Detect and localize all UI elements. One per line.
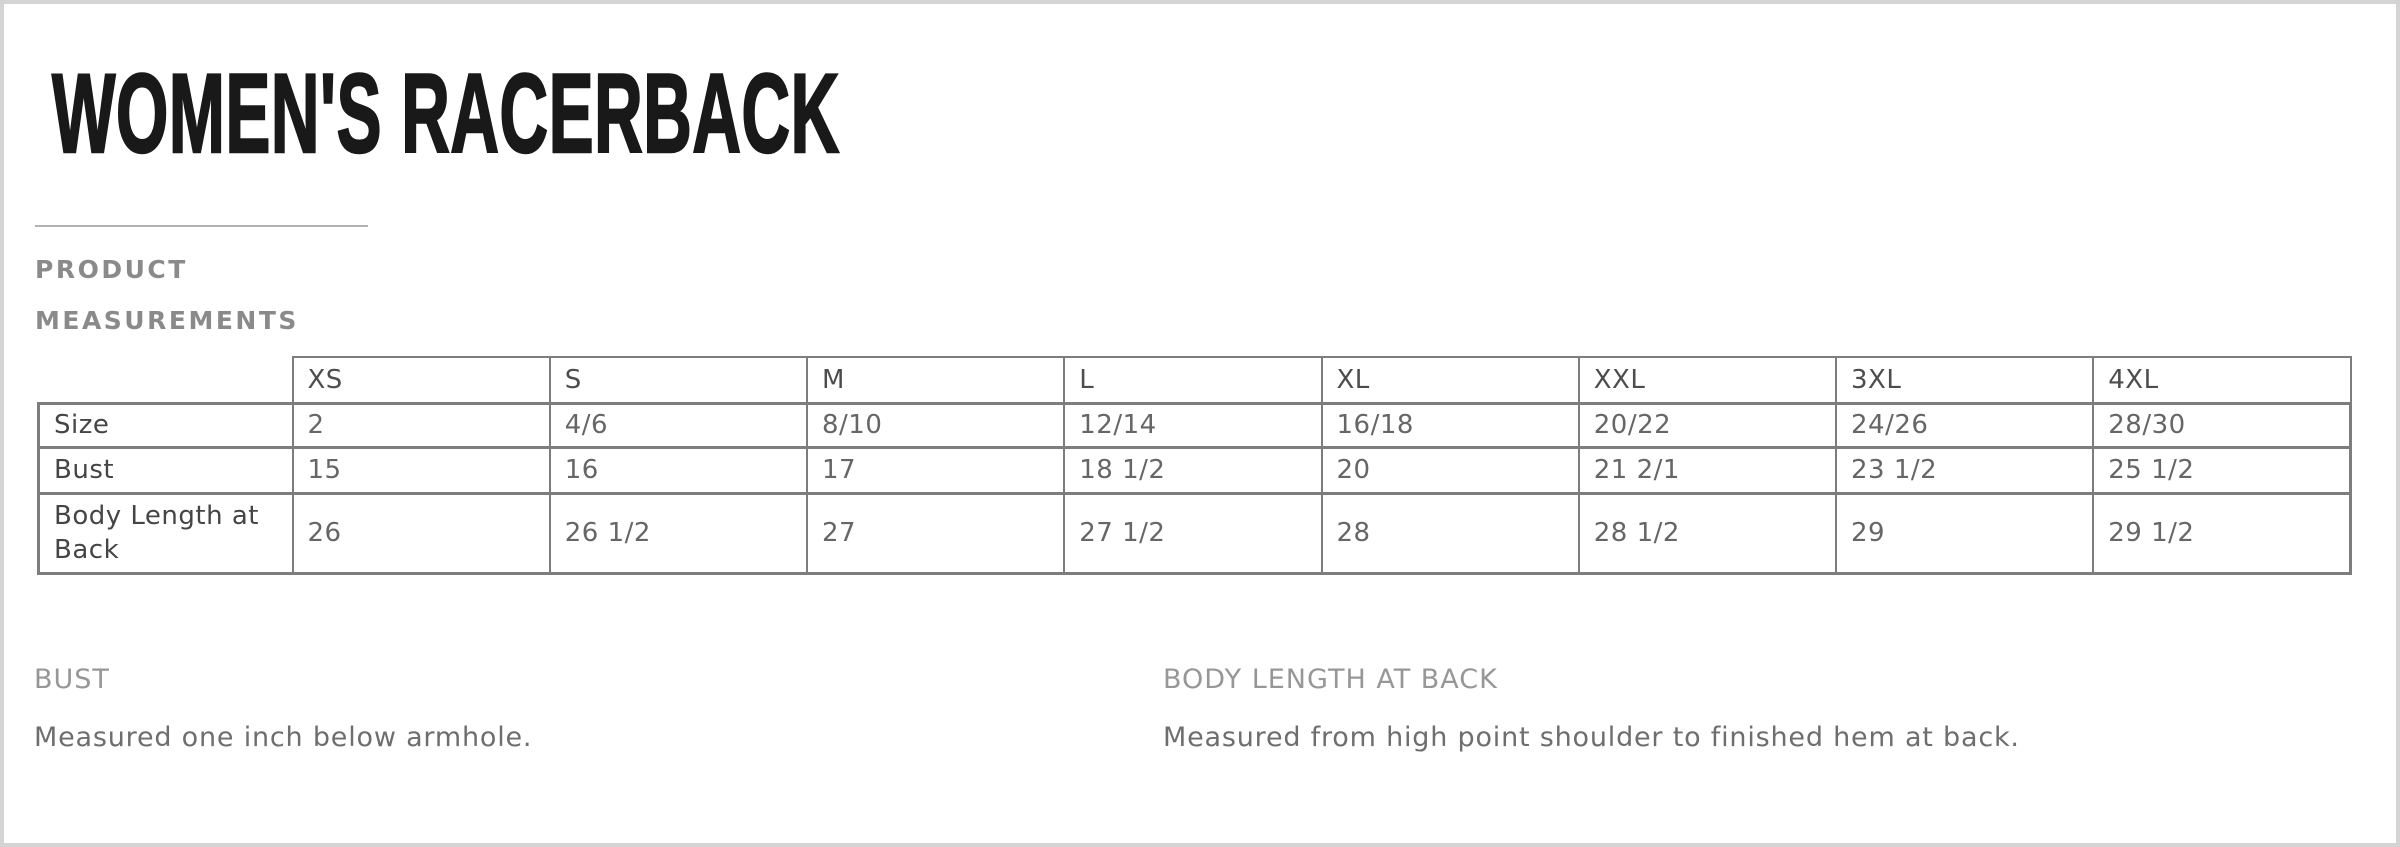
measurement-cell: 2 [293, 403, 550, 447]
measurement-cell: 21 2/1 [1579, 447, 1836, 493]
bust-note-description: Measured one inch below armhole. [34, 722, 533, 753]
size-header-row [39, 357, 2351, 403]
size-column-header: L [1064, 357, 1321, 403]
row-label: Bust [39, 447, 293, 493]
title-separator [35, 225, 368, 227]
table-row [39, 403, 2351, 447]
measurement-cell: 12/14 [1064, 403, 1321, 447]
measurements-table [37, 356, 2352, 575]
section-heading-line-1: PRODUCT [35, 255, 188, 284]
size-column-header: XS [293, 357, 550, 403]
row-label: Size [39, 403, 293, 447]
measurement-cell: 23 1/2 [1836, 447, 2093, 493]
measurement-cell: 26 [293, 493, 550, 573]
measurement-cell: 29 1/2 [2093, 493, 2350, 573]
measurement-cell: 15 [293, 447, 550, 493]
size-column-header: XXL [1579, 357, 1836, 403]
measurement-cell: 28 [1322, 493, 1579, 573]
measurement-cell: 26 1/2 [550, 493, 807, 573]
size-column-header: M [807, 357, 1064, 403]
measurement-cell: 25 1/2 [2093, 447, 2350, 493]
table-row [39, 493, 2351, 573]
section-heading-line-2: MEASUREMENTS [35, 306, 299, 335]
size-column-header: 3XL [1836, 357, 2093, 403]
measurement-cell: 27 1/2 [1064, 493, 1321, 573]
measurement-cell: 29 [1836, 493, 2093, 573]
body-length-note [1163, 664, 2020, 755]
size-column-header: S [550, 357, 807, 403]
bust-note [34, 664, 532, 755]
measurement-cell: 28/30 [2093, 403, 2350, 447]
measurement-cell: 18 1/2 [1064, 447, 1321, 493]
table-row [39, 447, 2351, 493]
measurement-cell: 16/18 [1322, 403, 1579, 447]
measurement-cell: 24/26 [1836, 403, 2093, 447]
measurement-cell: 20/22 [1579, 403, 1836, 447]
page-title: WOMEN'S RACERBACK [52, 51, 840, 176]
measurement-cell: 17 [807, 447, 1064, 493]
measurement-cell: 4/6 [550, 403, 807, 447]
section-heading [35, 244, 299, 346]
bust-note-heading: BUST [34, 664, 110, 695]
body-length-note-description: Measured from high point shoulder to finished hem at back. [1163, 722, 2020, 753]
size-guide-page [4, 4, 2396, 843]
size-column-header: XL [1322, 357, 1579, 403]
measurement-cell: 28 1/2 [1579, 493, 1836, 573]
measurement-cell: 27 [807, 493, 1064, 573]
table-corner-cell [39, 357, 293, 403]
body-length-note-heading: BODY LENGTH AT BACK [1163, 664, 1498, 695]
row-label: Body Length at Back [39, 493, 293, 573]
measurement-cell: 20 [1322, 447, 1579, 493]
measurement-cell: 8/10 [807, 403, 1064, 447]
measurement-cell: 16 [550, 447, 807, 493]
size-column-header: 4XL [2093, 357, 2350, 403]
